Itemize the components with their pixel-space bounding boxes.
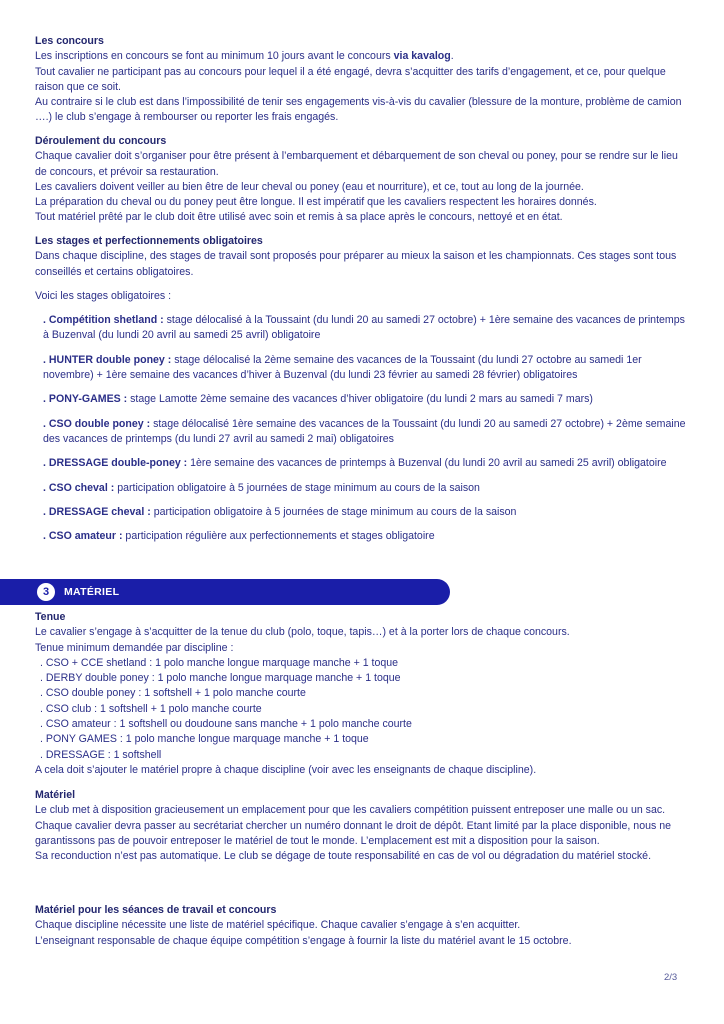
stage-text: participation obligatoire à 5 journées de stage minimum au cours de la saison (114, 481, 480, 494)
tenue-item: . DRESSAGE : 1 softshell (40, 748, 162, 761)
stage-text: participation régulière aux perfectionnements et stages obligatoire (122, 530, 435, 543)
concours-line-1 (35, 49, 687, 64)
stage-item (35, 456, 687, 471)
stage-item (35, 481, 687, 496)
section-materiel-title: Matériel (35, 789, 76, 801)
stage-name: . CSO cheval : (43, 481, 115, 494)
tenue-item: . PONY GAMES : 1 polo manche longue marquage manche + 1 toque (40, 733, 369, 746)
tenue-item: . CSO club : 1 softshell + 1 polo manche courte (40, 702, 262, 715)
section-concours (35, 34, 687, 126)
tenue-item: . CSO + CCE shetland : 1 polo manche longue marquage manche + 1 toque (40, 656, 399, 669)
materiel-paragraph-2: Sa reconduction n’est pas automatique. Le club se dégage de toute responsabilité en cas de vol ou dégradation du matériel stocké. (35, 850, 652, 863)
deroulement-line: Tout matériel prêté par le club doit être utilisé avec soin et remis à sa place après le concours, nettoyé et en état. (35, 211, 563, 224)
section-stages-title: Les stages et perfectionnements obligatoires (35, 235, 263, 247)
seances-paragraph-1: Chaque discipline nécessite une liste de matériel spécifique. Chaque cavalier s’engage à s’en acquitter. (35, 919, 521, 932)
stage-name: . HUNTER double poney : (43, 353, 172, 366)
stages-intro: Dans chaque discipline, des stages de travail sont proposés pour préparer au mieux la saison et les championnats. Ces stages sont tous conseillés et certains obligatoires. (35, 250, 677, 278)
stage-name: . DRESSAGE double-poney : (43, 457, 188, 470)
concours-line-3: Au contraire si le club est dans l’impossibilité de tenir ses engagements vis-à-vis du cavalier (blessure de la monture, problème de camion ….) le club s’engage à rembourser ou reporter les frais engagés. (35, 96, 682, 124)
section-number-badge: 3 (37, 583, 55, 601)
stage-name: . DRESSAGE cheval : (43, 505, 151, 518)
section-banner-materiel (0, 579, 450, 605)
stage-name: . Compétition shetland : (43, 314, 164, 327)
section-deroulement-title: Déroulement du concours (35, 135, 167, 147)
stage-text: stage délocalisé 1ère semaine des vacances de la Toussaint (du lundi 20 au samedi 27 octobre) + 2ème semaine des vacances de printemps (du lundi 27 avril au samedi 2 mai) obligatoires (43, 417, 686, 445)
stage-name: . CSO amateur : (43, 530, 123, 543)
seances-paragraph-2: L’enseignant responsable de chaque équipe compétition s’engage à fournir la liste du matériel avant le 15 octobre. (35, 934, 572, 947)
section-seances-title: Matériel pour les séances de travail et concours (35, 904, 277, 916)
stage-item (35, 417, 687, 448)
kavalog-link-text: via kavalog (393, 50, 451, 63)
section-stages (35, 234, 687, 544)
deroulement-line: Les cavaliers doivent veiller au bien être de leur cheval ou poney (eau et nourriture), et ce, tout au long de la journée. (35, 180, 584, 193)
section-concours-title: Les concours (35, 35, 104, 47)
tenue-minimum: Tenue minimum demandée par discipline : (35, 641, 234, 654)
stage-item (35, 353, 687, 384)
concours-line-2: Tout cavalier ne participant pas au concours pour lequel il a été engagé, devra s’acquitter des tarifs d’engagement, et ce, pour quelque raison que ce soit. (35, 65, 666, 93)
section-materiel (35, 788, 687, 864)
deroulement-line: Chaque cavalier doit s’organiser pour être présent à l’embarquement et débarquement de son cheval ou poney, pour se rendre sur le lieu de concours, et prévoir sa restauration. (35, 150, 678, 178)
section-banner-title: MATÉRIEL (64, 586, 120, 598)
page-number: 2/3 (664, 972, 678, 983)
section-seances (35, 903, 687, 949)
tenue-item: . CSO amateur : 1 softshell ou doudoune sans manche + 1 polo manche courte (40, 718, 412, 731)
stage-item (35, 529, 687, 544)
section-tenue (35, 610, 687, 778)
concours-line-1-text: Les inscriptions en concours se font au minimum 10 jours avant le concours (35, 50, 394, 63)
stage-text: stage délocalisé la 2ème semaine des vacances de la Toussaint (du lundi 27 octobre au samedi 1er novembre) + 1ère semaine des vacances d’hiver à Buzenval (du lundi 23 février au samedi 28 février) obligatoires (43, 353, 642, 382)
stages-voici: Voici les stages obligatoires : (35, 289, 172, 302)
stage-item (35, 313, 687, 344)
materiel-paragraph-1: Le club met à disposition gracieusement un emplacement pour que les cavaliers compétition puissent entreposer une malle ou un sac. Chaque cavalier devra passer au secrétariat chercher un numéro donnant le droit de dépôt. Etant limité par la place disponible, nous ne garantissons pas de pouvoir entreposer le matériel de tout le monde. L’emplacement est mit a disposition pour la saison. (35, 804, 672, 847)
stage-name: . PONY-GAMES : (43, 393, 128, 406)
stage-text: participation obligatoire à 5 journées de stage minimum au cours de la saison (150, 505, 517, 518)
tenue-item: . DERBY double poney : 1 polo manche longue marquage manche + 1 toque (40, 672, 401, 685)
tenue-outro: A cela doit s’ajouter le matériel propre à chaque discipline (voir avec les enseignants de chaque discipline). (35, 763, 537, 776)
tenue-intro: Le cavalier s’engage à s’acquitter de la tenue du club (polo, toque, tapis…) et à la porter lors de chaque concours. (35, 626, 570, 639)
section-tenue-title: Tenue (35, 611, 66, 623)
deroulement-line: La préparation du cheval ou du poney peut être longue. Il est impératif que les cavaliers respectent les horaires donnés. (35, 196, 597, 209)
stage-text: 1ère semaine des vacances de printemps à Buzenval (du lundi 20 avril au samedi 25 avril) obligatoire (187, 457, 667, 470)
stage-name: . CSO double poney : (43, 417, 151, 430)
stage-text: stage Lamotte 2ème semaine des vacances d’hiver obligatoire (du lundi 2 mars au samedi 7 mars) (127, 393, 593, 406)
stage-item (35, 505, 687, 520)
section-deroulement (35, 134, 687, 226)
concours-line-1-end: . (450, 50, 454, 63)
stage-item (35, 392, 687, 407)
stage-text: stage délocalisé à la Toussaint (du lundi 20 au samedi 27 octobre) + 1ère semaine des vacances de printemps à Buzenval (du lundi 20 avril au samedi 25 avril) obligatoire (43, 314, 685, 342)
tenue-item: . CSO double poney : 1 softshell + 1 polo manche courte (40, 687, 306, 700)
